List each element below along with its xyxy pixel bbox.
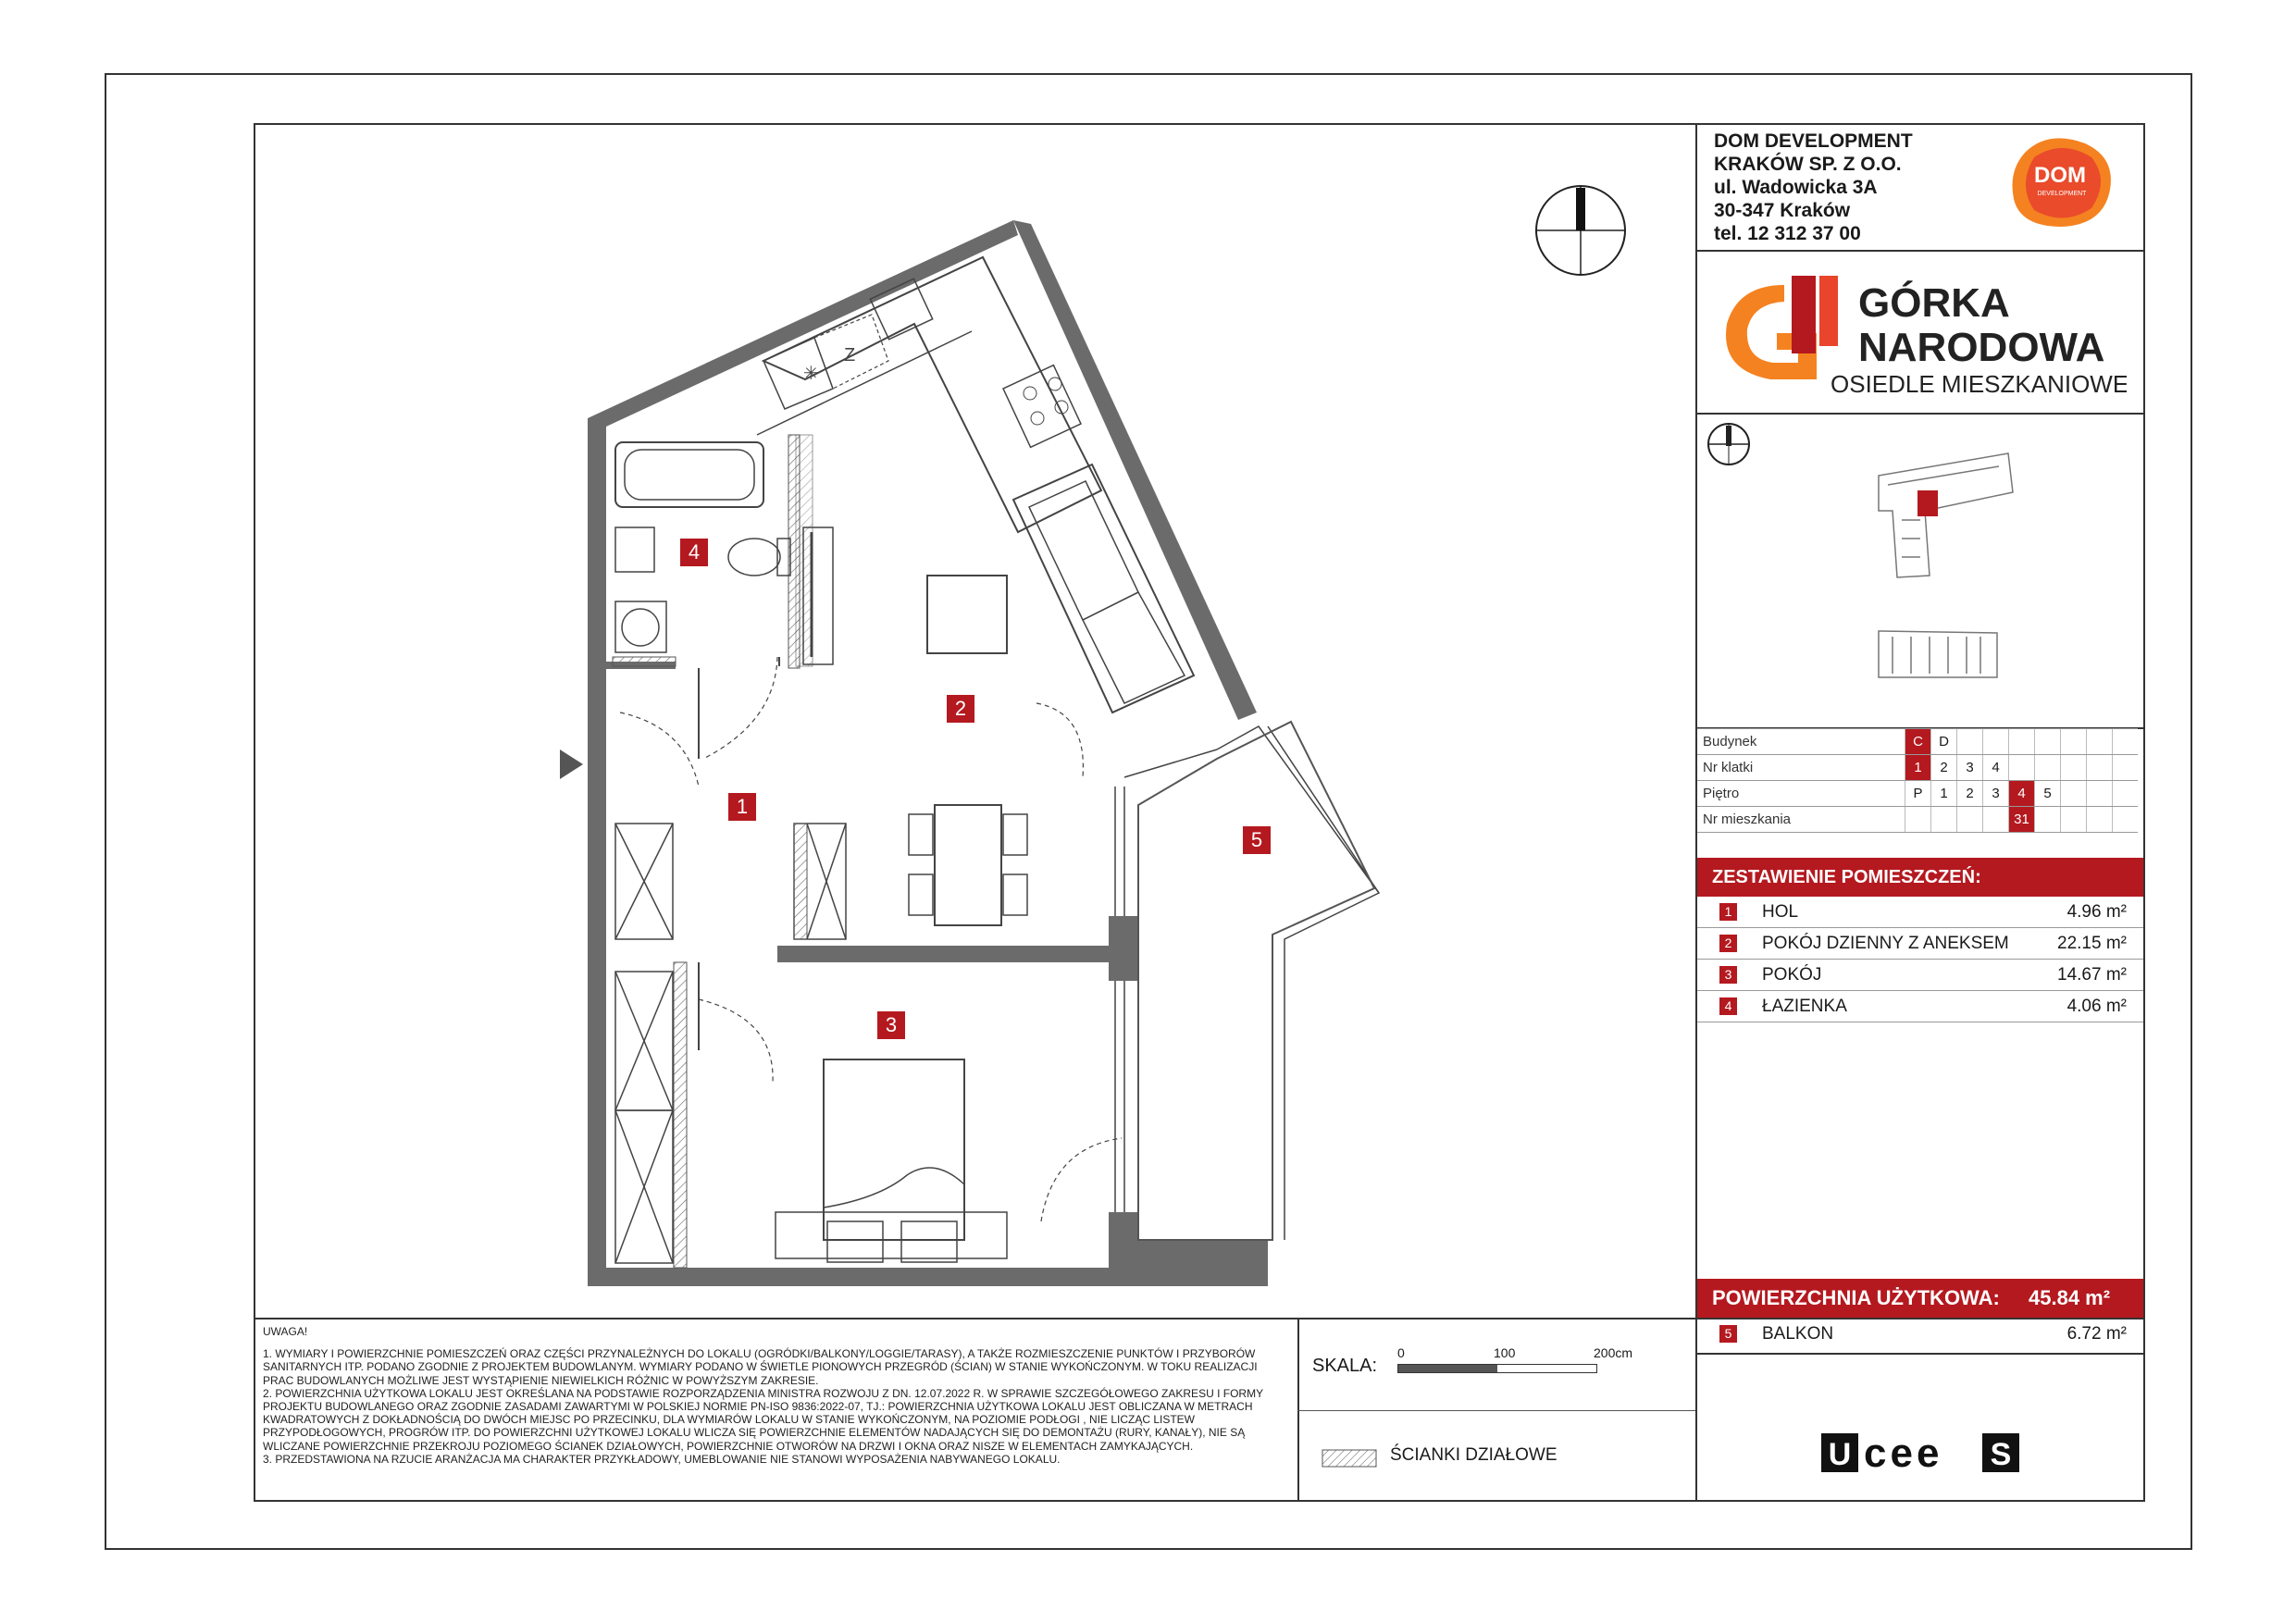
locator-cell: P (1905, 781, 1931, 807)
locator-row-mieszkanie (1697, 807, 2138, 833)
svg-text:DOM: DOM (2034, 163, 2086, 188)
locator-cell: 2 (1931, 755, 1957, 781)
usable-area-total (1697, 1279, 2143, 1318)
note-item: 1. WYMIARY I POWIERZCHNIE POMIESZCZEŃ ORAZ CZĘŚCI PRZYNALEŻNYCH DO LOKALU (OGRÓDKI/BALKONY/LOGGIE/TARASY), A TAKŻE ROZMIESZCZENIE PUNKTÓW I PRZYBORÓW SANITARNYCH ITP. PODANO ZGODNIE Z PROJEKTEM BUDOWLANYM. WYMIARY PODANO W ŚWIETLE PIONOWYCH PRZEGRÓD (ŚCIAN) W STANIE WYKOŃCZONYM. W TOKU REALIZACJI PRAC BUDOWLANYCH MOŻLIWE JEST WYSTĄPIENIE NIEWIELKICH RÓŻNIC W POWYŻSZYM ZAKRESIE. (263, 1347, 1258, 1387)
room-name: ŁAZIENKA (1762, 997, 1847, 1016)
scale-bar-fill (1398, 1365, 1497, 1372)
balcony-row (1697, 1319, 2143, 1349)
locator-cell: 31 (2009, 807, 2035, 833)
locator-table (1697, 728, 2138, 833)
svg-text:U: U (1828, 1437, 1852, 1472)
locator-label: Nr klatki (1697, 755, 1905, 781)
gorka-narodowa-logo (1719, 268, 2127, 398)
svg-text:✳: ✳ (803, 362, 819, 384)
company-line: tel. 12 312 37 00 (1714, 223, 1861, 244)
note-item: 2. POWIERZCHNIA UŻYTKOWA LOKALU JEST OKREŚLANA NA PODSTAWIE ROZPORZĄDZENIA MINISTRA ROZWOJU Z DN. 12.07.2022 R. W SPRAWIE SZCZEGÓŁOWEGO ZAKRESU I FORMY PROJEKTU BUDOWLANEGO ORAZ ZGODNIE ZASADAMI ZAWARTYMI W POLSKIEJ NORMIE PN-ISO 9836:2022-07, TJ.: POWIERZCHNIA UŻYTKOWA LOKALU JEST OBLICZANA W METRACH KWADRATOWYCH Z DOKŁADNOŚCIĄ DO DWÓCH MIEJSC PO PRZECINKU, DLA WYMIARÓW LOKALU W STANIE WYKOŃCZONYM, NA POZIOMIE PODŁOGI , NIE LICZĄC LISTEW PRZYPODŁOGOWYCH, PROGRÓW ITP. DO POWIERZCHNI UŻYTKOWEJ LOKALU WLICZA SIĘ POWIERZCHNIE ELEMENTÓW NADAJĄCYCH SIĘ DO DEMONTAŻU (RURY, KANAŁY), NIE SĄ WLICZANE POWIERZCHNIE PRZEKROJU POZIOMEGO ŚCIANEK DZIAŁOWYCH, POWIERZCHNIE OTWORÓW NA DRZWI I OKNA ORAZ NISZE W ELEMENTACH ZAMYKAJĄCYCH. (263, 1386, 1263, 1453)
room-tag-1: 1 (728, 793, 756, 821)
room-area: 4.96 m² (2066, 902, 2127, 922)
room-name: BALKON (1762, 1324, 1834, 1344)
scale-label: SKALA: (1312, 1356, 1378, 1376)
ucees-logo (1819, 1430, 2032, 1476)
room-area: 14.67 m² (2057, 965, 2127, 985)
svg-text:GÓRKA: GÓRKA (1858, 280, 2010, 326)
scale-tick: 100 (1494, 1345, 1516, 1360)
divider (1695, 250, 2145, 252)
locator-cell: 4 (1983, 755, 2009, 781)
room-row (1697, 928, 2143, 960)
room-row (1697, 897, 2143, 928)
locator-cell: 3 (1957, 755, 1983, 781)
scale-bar (1397, 1364, 1597, 1373)
compass-icon (1533, 182, 1629, 279)
note-item: 3. PRZEDSTAWIONA NA RZUCIE ARANŻACJA MA CHARAKTER PRZYKŁADOWY, UMEBLOWANIE NIE STANOWI WYPOSAŻENIA NABYWANEGO LOKALU. (263, 1452, 1061, 1466)
room-tag-3: 3 (877, 1011, 905, 1039)
partition-legend-label: ŚCIANKI DZIAŁOWE (1390, 1445, 1558, 1465)
room-number: 3 (1719, 966, 1737, 984)
room-area: 22.15 m² (2057, 934, 2127, 953)
svg-text:Z: Z (844, 345, 856, 365)
locator-label: Budynek (1697, 729, 1905, 755)
scale-legend-divider (1297, 1410, 1695, 1411)
locator-cell: 1 (1905, 755, 1931, 781)
floor-plan (546, 213, 1407, 1286)
locator-row-budynek (1697, 729, 2138, 755)
company-address (1714, 130, 1913, 245)
locator-label: Nr mieszkania (1697, 807, 1905, 833)
room-name: POKÓJ DZIENNY Z ANEKSEM (1762, 934, 2009, 953)
room-row (1697, 991, 2143, 1022)
locator-cell: 5 (2035, 781, 2061, 807)
company-line: DOM DEVELOPMENT (1714, 130, 1913, 152)
locator-cell: 1 (1931, 781, 1957, 807)
rooms-heading: ZESTAWIENIE POMIESZCZEŃ: (1697, 858, 2143, 897)
room-number: 5 (1719, 1325, 1737, 1343)
locator-cell: 2 (1957, 781, 1983, 807)
company-line: KRAKÓW SP. Z O.O. (1714, 154, 1902, 175)
scale-tick: 200cm (1594, 1345, 1633, 1360)
svg-text:S: S (1990, 1437, 2012, 1472)
room-area: 4.06 m² (2066, 997, 2127, 1016)
locator-cell: 4 (2009, 781, 2035, 807)
room-number: 2 (1719, 935, 1737, 952)
total-value: 45.84 m² (2029, 1286, 2111, 1309)
svg-text:DEVELOPMENT: DEVELOPMENT (2037, 191, 2087, 197)
company-line: 30-347 Kraków (1714, 200, 1851, 221)
room-area: 6.72 m² (2066, 1324, 2127, 1344)
svg-text:cee: cee (1864, 1431, 1943, 1476)
room-name: HOL (1762, 902, 1799, 922)
notes (263, 1325, 1272, 1466)
partition-hatch-swatch (1322, 1449, 1377, 1468)
divider (1695, 413, 2145, 415)
room-number: 1 (1719, 903, 1737, 921)
locator-row-klatka (1697, 755, 2138, 781)
divider (1695, 1353, 2145, 1355)
room-row (1697, 960, 2143, 991)
notes-heading: UWAGA! (263, 1325, 308, 1338)
locator-cell: D (1931, 729, 1957, 755)
room-tag-4: 4 (680, 539, 708, 566)
locator-row-pietro (1697, 781, 2138, 807)
dom-development-logo (2006, 134, 2117, 231)
locator-cell: 3 (1983, 781, 2009, 807)
room-name: POKÓJ (1762, 965, 1822, 985)
scale-tick: 0 (1397, 1345, 1405, 1360)
locator-cell: C (1905, 729, 1931, 755)
company-line: ul. Wadowicka 3A (1714, 177, 1878, 198)
total-label: POWIERZCHNIA UŻYTKOWA: (1712, 1286, 2000, 1309)
locator-label: Piętro (1697, 781, 1905, 807)
room-number: 4 (1719, 997, 1737, 1015)
svg-text:OSIEDLE MIESZKANIOWE: OSIEDLE MIESZKANIOWE (1831, 370, 2127, 398)
building-key-plan (1703, 418, 2138, 700)
room-tag-2: 2 (947, 695, 974, 723)
room-tag-5: 5 (1243, 826, 1271, 854)
svg-text:NARODOWA: NARODOWA (1858, 325, 2105, 370)
